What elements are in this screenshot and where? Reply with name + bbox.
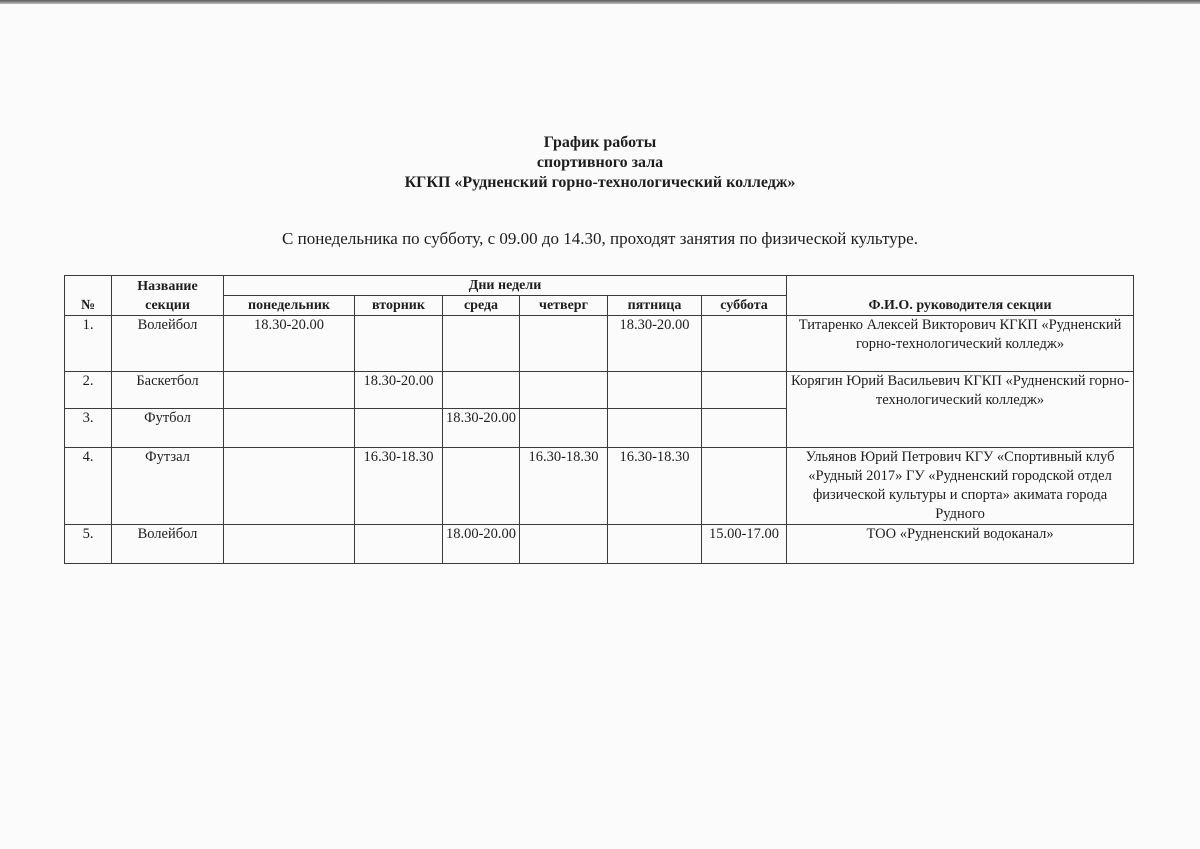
- time-cell: [608, 409, 702, 448]
- header-section: Название секции: [112, 276, 224, 316]
- time-cell: 18.30-20.00: [608, 316, 702, 372]
- row-num: 1.: [65, 316, 112, 372]
- row-num: 2.: [65, 372, 112, 409]
- time-cell: 18.30-20.00: [355, 372, 443, 409]
- header-num: №: [65, 276, 112, 316]
- row-num: 5.: [65, 525, 112, 564]
- scan-edge: [0, 0, 1200, 4]
- header-day-sat: суббота: [702, 296, 787, 316]
- time-cell: 16.30-18.30: [608, 448, 702, 525]
- row-section: Футбол: [112, 409, 224, 448]
- heading-line-1: График работы: [543, 134, 657, 151]
- time-cell: 15.00-17.00: [702, 525, 787, 564]
- time-cell: [520, 316, 608, 372]
- time-cell: [520, 372, 608, 409]
- header-day-thu: четверг: [520, 296, 608, 316]
- heading-line-3: КГКП «Рудненский горно-технологический колледж»: [404, 174, 796, 191]
- heading-line-2: спортивного зала: [536, 154, 664, 171]
- time-cell: [355, 525, 443, 564]
- time-cell: 18.30-20.00: [224, 316, 355, 372]
- row-fio: ТОО «Рудненский водоканал»: [787, 525, 1134, 564]
- time-cell: 18.00-20.00: [443, 525, 520, 564]
- time-cell: [443, 448, 520, 525]
- time-cell: [224, 372, 355, 409]
- time-cell: [224, 409, 355, 448]
- row-section: Баскетбол: [112, 372, 224, 409]
- table-row: [65, 372, 1134, 409]
- time-cell: [224, 448, 355, 525]
- time-cell: [443, 372, 520, 409]
- time-cell: 16.30-18.30: [520, 448, 608, 525]
- row-num: 3.: [65, 409, 112, 448]
- table-row: [65, 448, 1134, 525]
- header-fio: Ф.И.О. руководителя секции: [787, 276, 1134, 316]
- row-fio: Титаренко Алексей Викторович КГКП «Рудненский горно-технологический колледж»: [787, 316, 1134, 372]
- time-cell: [608, 372, 702, 409]
- time-cell: [443, 316, 520, 372]
- time-cell: [520, 525, 608, 564]
- time-cell: [224, 525, 355, 564]
- header-day-fri: пятница: [608, 296, 702, 316]
- row-num: 4.: [65, 448, 112, 525]
- header-days: Дни недели: [224, 276, 787, 296]
- table-row: [65, 316, 1134, 372]
- time-cell: 16.30-18.30: [355, 448, 443, 525]
- time-cell: [355, 316, 443, 372]
- document-heading: [0, 133, 1200, 193]
- row-fio: Корягин Юрий Васильевич КГКП «Рудненский горно-технологический колледж»: [787, 372, 1134, 448]
- time-cell: [520, 409, 608, 448]
- header-day-wed: среда: [443, 296, 520, 316]
- header-day-tue: вторник: [355, 296, 443, 316]
- time-cell: [702, 448, 787, 525]
- row-fio: Ульянов Юрий Петрович КГУ «Спортивный клуб «Рудный 2017» ГУ «Рудненский городской отдел физической культуры и спорта» акимата города Рудного: [787, 448, 1134, 525]
- time-cell: [608, 525, 702, 564]
- time-cell: [355, 409, 443, 448]
- header-day-mon: понедельник: [224, 296, 355, 316]
- schedule-table: [64, 275, 1134, 564]
- time-cell: [702, 372, 787, 409]
- row-section: Футзал: [112, 448, 224, 525]
- row-section: Волейбол: [112, 316, 224, 372]
- table-row: [65, 525, 1134, 564]
- time-cell: [702, 316, 787, 372]
- time-cell: [702, 409, 787, 448]
- intro-text: С понедельника по субботу, с 09.00 до 14.30, проходят занятия по физической культуре.: [282, 229, 918, 248]
- time-cell: 18.30-20.00: [443, 409, 520, 448]
- row-section: Волейбол: [112, 525, 224, 564]
